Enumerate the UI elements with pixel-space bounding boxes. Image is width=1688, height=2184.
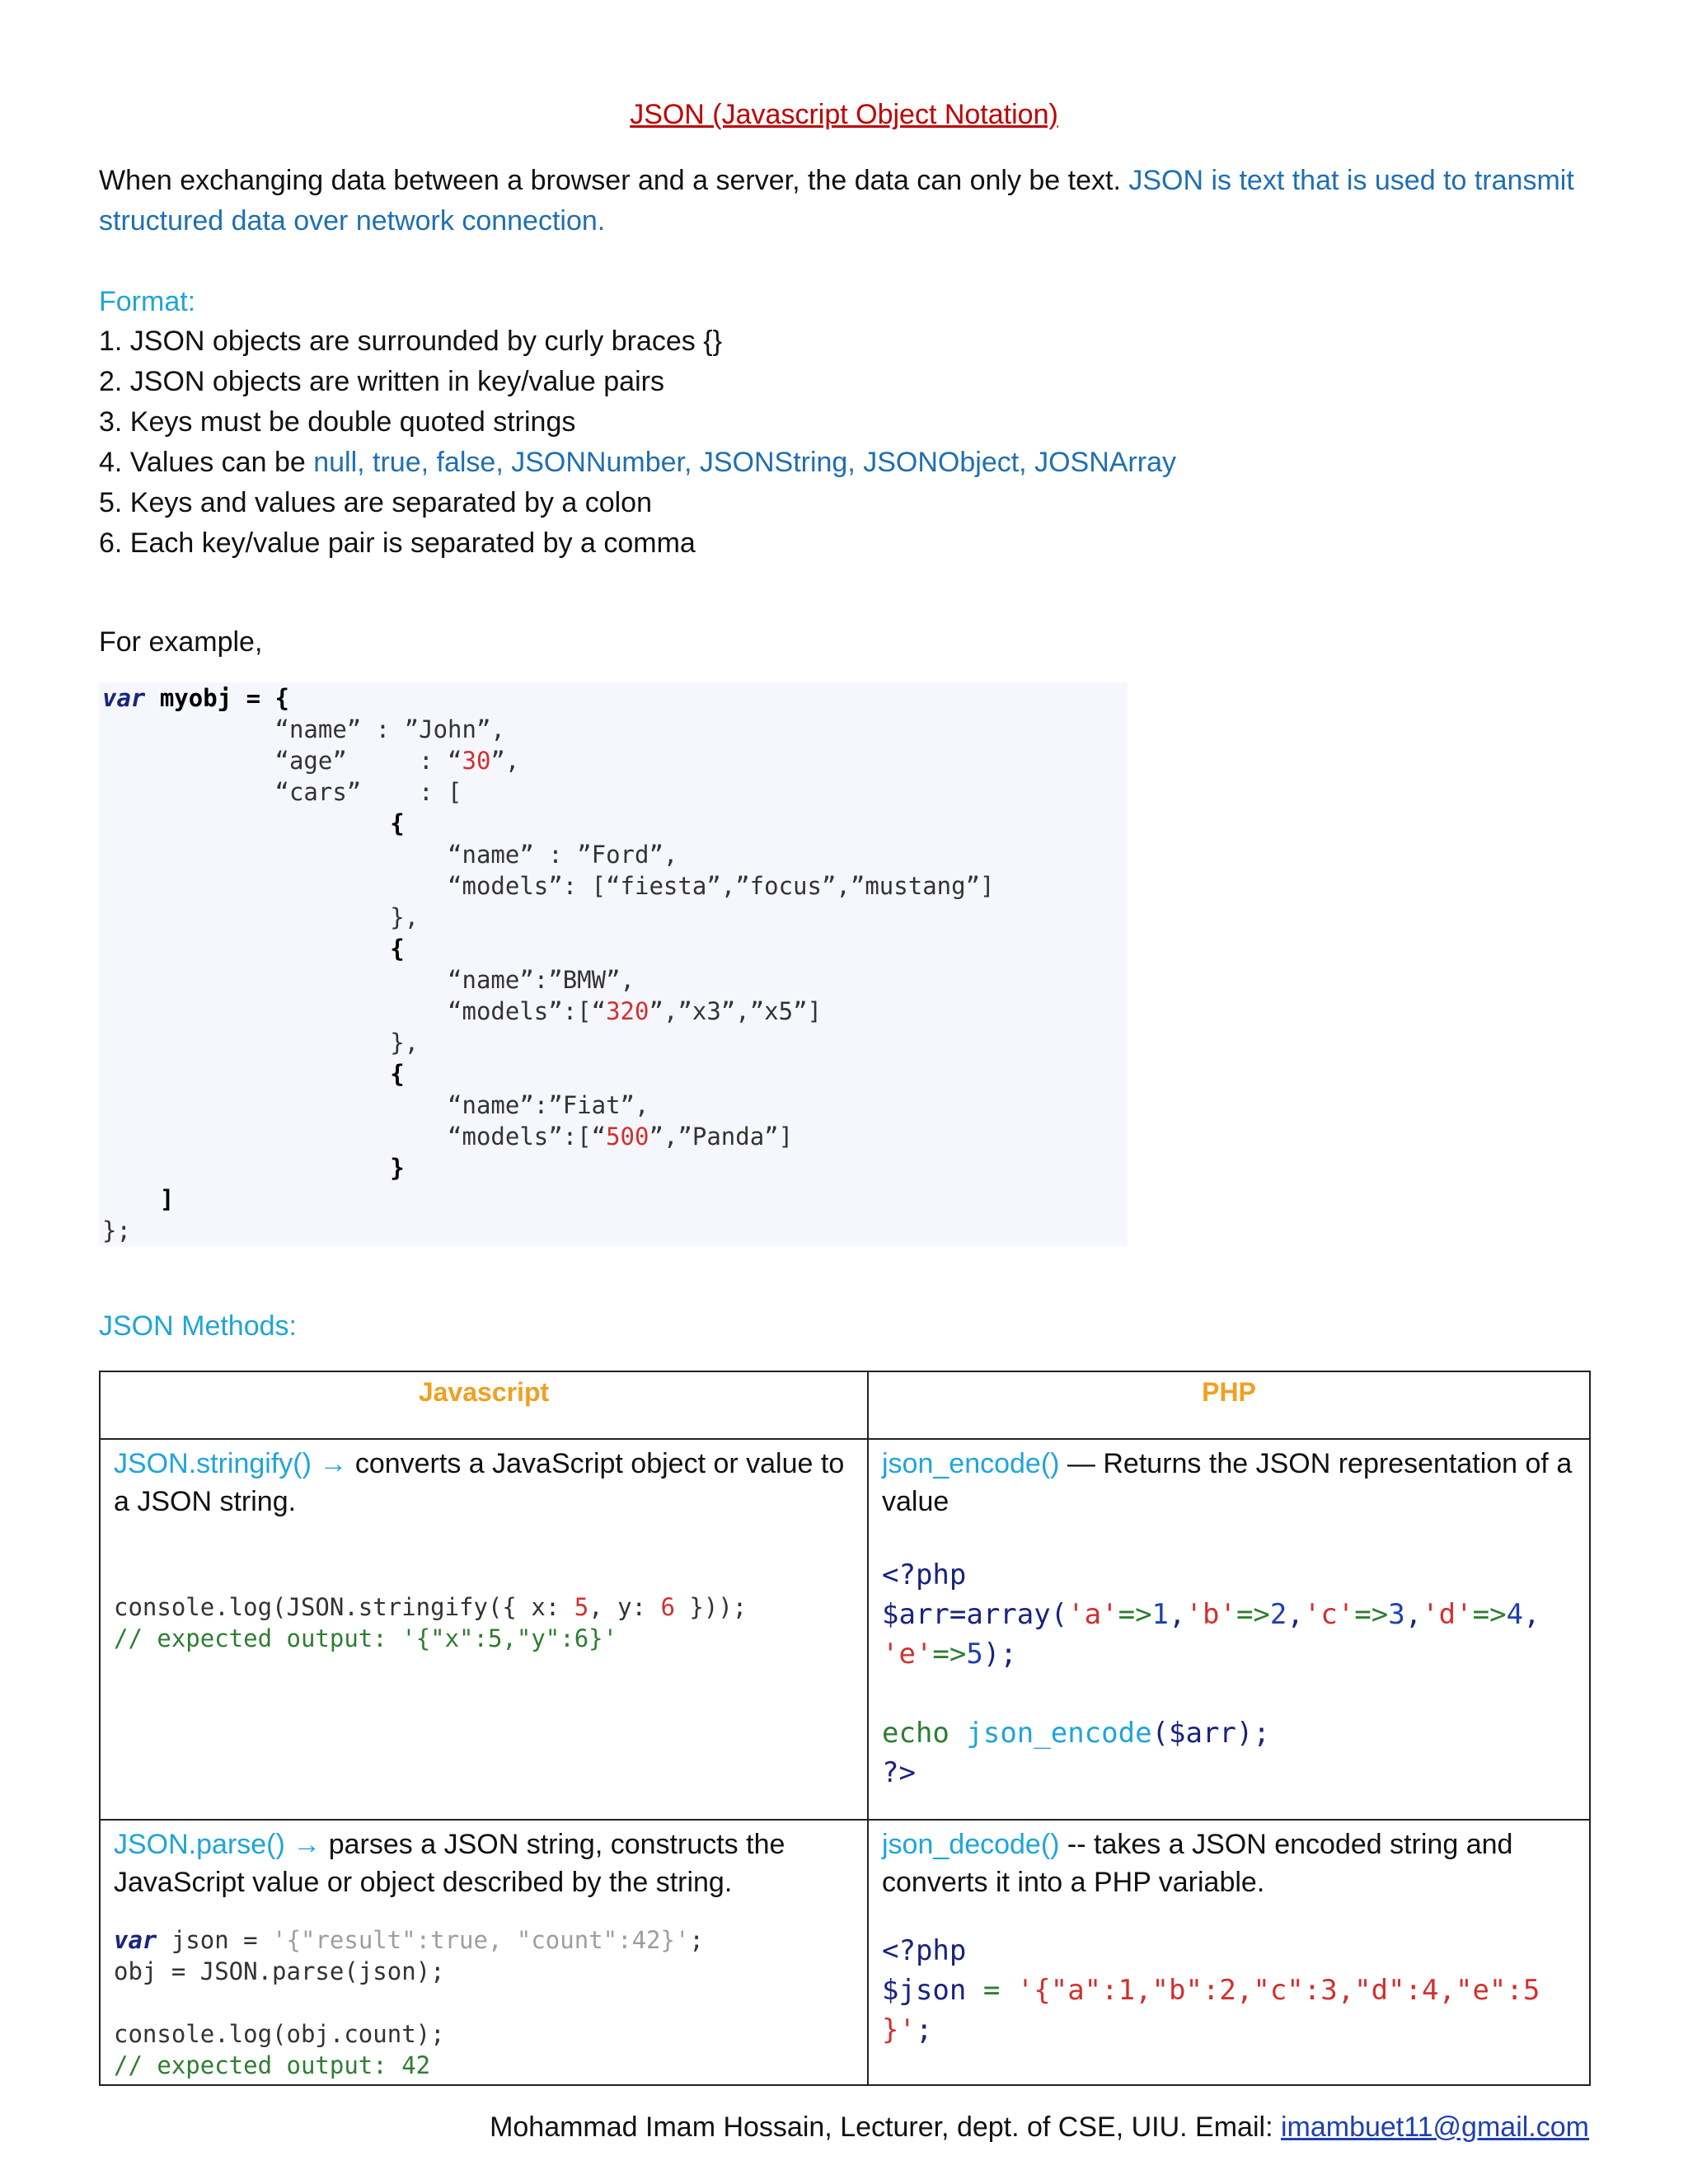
format-item: 2. JSON objects are written in key/value pairs [99, 366, 664, 397]
format-item: 5. Keys and values are separated by a colon [99, 487, 652, 518]
php-encode-cell [868, 1439, 1590, 1820]
email-link[interactable]: imambuet11@gmail.com [1280, 2111, 1589, 2143]
stringify-code: console.log(JSON.stringify({ x: 5, y: 6 })); // expected output: '{"x":5,"y":6}' [114, 1593, 748, 1652]
table-row [100, 1439, 1590, 1820]
example-label: For example, [99, 626, 263, 658]
parse-method-name: JSON.parse() [114, 1829, 285, 1860]
intro-paragraph [99, 161, 1591, 241]
table-header-row [100, 1371, 1590, 1439]
methods-table [99, 1371, 1591, 2086]
page-title: JSON (Javascript Object Notation) [630, 99, 1058, 130]
methods-heading: JSON Methods: [99, 1310, 297, 1342]
js-stringify-cell [100, 1439, 868, 1820]
format-item: 3. Keys must be double quoted strings [99, 406, 576, 438]
column-header-javascript: Javascript [100, 1371, 868, 1439]
stringify-description: JSON.stringify() → converts a JavaScript object or value to a JSON string. [114, 1448, 845, 1517]
decode-description: json_decode() -- takes a JSON encoded string and converts it into a PHP variable. [882, 1829, 1513, 1898]
format-item-values: null, true, false, JSONNumber, JSONString, JSONObject, JOSNArray [313, 447, 1176, 478]
decode-code: <?php $json = '{"a":1,"b":2,"c":3,"d":4,"e":5 }'; [882, 1934, 1540, 2046]
format-item: 1. JSON objects are surrounded by curly braces {} [99, 326, 722, 357]
parse-description: JSON.parse() → parses a JSON string, constructs the JavaScript value or object described by the string. [114, 1829, 785, 1898]
format-list [99, 321, 1176, 564]
encode-method-name: json_encode() [882, 1448, 1060, 1479]
php-decode-cell [868, 1820, 1590, 2085]
format-heading: Format: [99, 286, 196, 317]
table-row [100, 1820, 1590, 2085]
format-item: 6. Each key/value pair is separated by a comma [99, 527, 696, 559]
format-item: 4. Values can be null, true, false, JSONNumber, JSONString, JSONObject, JOSNArray [99, 447, 1176, 478]
arrow-icon: → [319, 1448, 348, 1479]
column-header-php: PHP [868, 1371, 1590, 1439]
encode-description: json_encode() — Returns the JSON representation of a value [882, 1448, 1573, 1517]
stringify-method-name: JSON.stringify() [114, 1448, 312, 1479]
intro-highlight: JSON is text that is used to transmit structured data over network connection. [99, 165, 1574, 237]
parse-code: var json = '{"result":true, "count":42}'; obj = JSON.parse(json); console.log(obj.count); // expected output: 42 [114, 1926, 704, 2079]
decode-method-name: json_decode() [882, 1829, 1060, 1860]
intro-text: When exchanging data between a browser and a server, the data can only be text. [99, 165, 1129, 196]
arrow-icon: → [293, 1829, 321, 1860]
footer: Mohammad Imam Hossain, Lecturer, dept. of CSE, UIU. Email: imambuet11@gmail.com [490, 2111, 1589, 2143]
js-parse-cell [100, 1820, 868, 2085]
encode-code: <?php $arr=array('a'=>1,'b'=>2,'c'=>3,'d'=>4, 'e'=>5); echo json_encode($arr); ?> [882, 1558, 1540, 1789]
json-code-example: var myobj = { “name” : ”John”, “age” : “30”, “cars” : [ { “name” : ”Ford”, “models”: [“fiesta”,”focus”,”mustang”] }, { “name”:”BMW”, “models”:[“320”,”x3”,”x5”] }, { “name”:”Fiat”, “models”:[“500”,”Panda”] } ] }; [99, 682, 1128, 1246]
